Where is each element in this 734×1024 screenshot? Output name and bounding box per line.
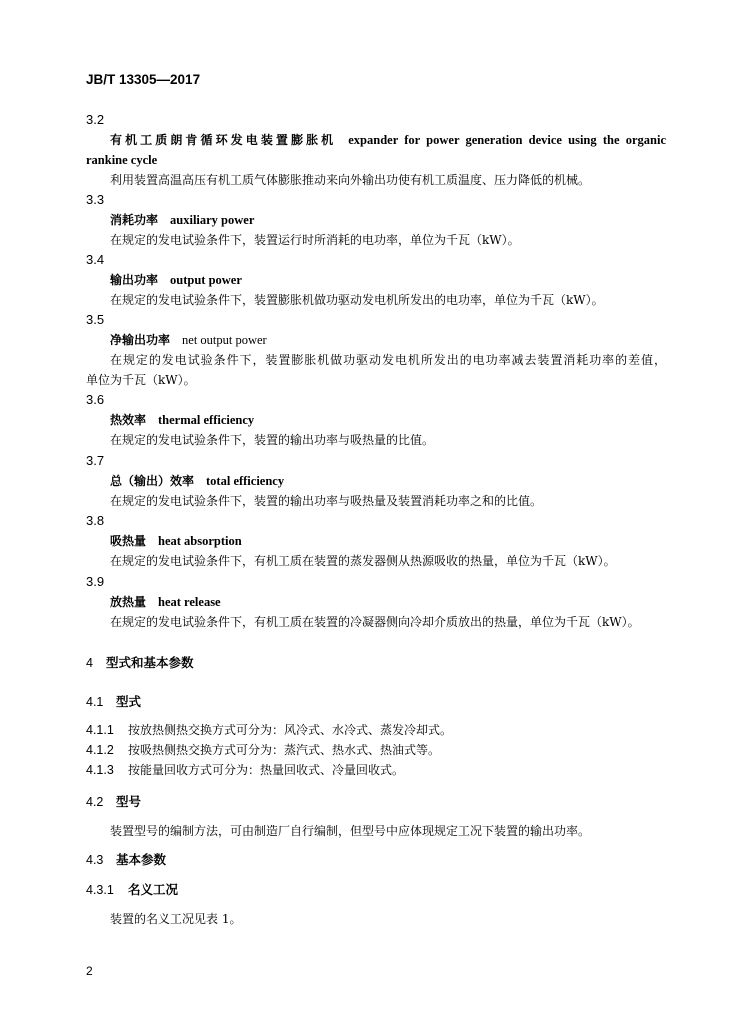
clause-number: 4.1.3 — [86, 763, 114, 777]
section-number: 4.1 — [86, 695, 104, 709]
clause-text: 按放热侧热交换方式可分为：风冷式、水冷式、蒸发冷却式。 — [128, 723, 453, 737]
term-3-4 — [86, 250, 666, 310]
term-number: 3.2 — [86, 112, 105, 127]
clause-number: 4.1.2 — [86, 743, 114, 757]
term-name-line — [86, 270, 666, 290]
term-3-2 — [86, 110, 666, 190]
clause-text: 按能量回收方式可分为：热量回收式、冷量回收式。 — [128, 763, 405, 777]
term-name-en: net output power — [182, 333, 267, 347]
term-3-6 — [86, 390, 666, 450]
term-definition: 在规定的发电试验条件下，有机工质在装置的冷凝器侧向冷却介质放出的热量，单位为千瓦（kW）。 — [110, 615, 640, 629]
term-name-line — [86, 471, 666, 491]
section-number: 4.2 — [86, 795, 104, 809]
term-definition: 在规定的发电试验条件下，装置的输出功率与吸热量及装置消耗功率之和的比值。 — [110, 494, 543, 508]
term-name-zh: 消耗功率 — [110, 213, 159, 227]
section-title: 型式和基本参数 — [106, 656, 194, 670]
section-4-2-text: 装置型号的编制方法，可由制造厂自行编制，但型号中应体现规定工况下装置的输出功率。 — [110, 824, 591, 838]
term-number: 3.5 — [86, 312, 105, 327]
term-number: 3.4 — [86, 252, 105, 267]
term-name-zh: 放热量 — [110, 595, 147, 609]
section-4-3-1-heading — [86, 881, 178, 899]
term-name-en: heat absorption — [158, 534, 242, 548]
term-name-line — [86, 592, 666, 612]
term-name-line — [86, 130, 666, 150]
term-name-en: auxiliary power — [170, 213, 255, 227]
section-4-2-heading — [86, 793, 141, 811]
section-title: 型式 — [116, 695, 142, 709]
term-definition: 利用装置高温高压有机工质气体膨胀推动来向外输出功使有机工质温度、压力降低的机械。 — [110, 173, 591, 187]
term-definition: 在规定的发电试验条件下，装置膨胀机做功驱动发电机所发出的电功率，单位为千瓦（kW）。 — [110, 293, 604, 307]
term-number: 3.7 — [86, 453, 105, 468]
section-title: 名义工况 — [128, 883, 179, 897]
term-definition: 在规定的发电试验条件下，装置运行时所消耗的电功率，单位为千瓦（kW）。 — [110, 233, 520, 247]
clause-4-1-2 — [86, 741, 440, 759]
section-number: 4 — [86, 656, 93, 670]
term-number: 3.9 — [86, 574, 105, 589]
term-name-line — [86, 531, 666, 551]
term-name-en: thermal efficiency — [158, 413, 255, 427]
term-definition: 在规定的发电试验条件下，有机工质在装置的蒸发器侧从热源吸收的热量，单位为千瓦（kW）。 — [110, 554, 616, 568]
term-3-3 — [86, 190, 666, 250]
term-name-zh: 输出功率 — [110, 273, 159, 287]
term-name-zh: 热效率 — [110, 413, 147, 427]
term-3-9 — [86, 572, 666, 632]
term-definition: 在规定的发电试验条件下，装置膨胀机做功驱动发电机所发出的电功率减去装置消耗功率的差值， — [110, 353, 666, 367]
clause-4-1-1 — [86, 721, 452, 739]
term-number: 3.6 — [86, 392, 105, 407]
term-name-en: heat release — [158, 595, 221, 609]
section-number: 4.3 — [86, 853, 104, 867]
page-number: 2 — [86, 964, 93, 978]
term-name-zh: 净输出功率 — [110, 333, 171, 347]
term-name-en: output power — [170, 273, 242, 287]
term-name-en-continued: rankine cycle — [86, 153, 158, 167]
term-3-5 — [86, 310, 666, 390]
term-number: 3.8 — [86, 513, 105, 528]
clause-4-1-3 — [86, 761, 404, 779]
term-name-line — [86, 330, 666, 350]
term-name-zh: 总（输出）效率 — [110, 474, 195, 488]
term-number: 3.3 — [86, 192, 105, 207]
term-3-7 — [86, 451, 666, 511]
section-4-3-heading — [86, 851, 166, 869]
term-name-zh: 有机工质朗肯循环发电装置膨胀机 — [110, 133, 337, 147]
clause-text: 按吸热侧热交换方式可分为：蒸汽式、热水式、热油式等。 — [128, 743, 441, 757]
term-name-line — [86, 410, 666, 430]
term-name-en: total efficiency — [206, 474, 285, 488]
term-name-continued — [86, 150, 666, 170]
section-4-1-heading — [86, 693, 141, 711]
section-4-3-1-text: 装置的名义工况见表 1。 — [110, 912, 242, 926]
term-definition: 在规定的发电试验条件下，装置的输出功率与吸热量的比值。 — [110, 433, 435, 447]
term-name-zh: 吸热量 — [110, 534, 147, 548]
section-title: 型号 — [116, 795, 142, 809]
term-definition-continued: 单位为千瓦（kW）。 — [86, 373, 196, 387]
section-4-heading — [86, 654, 194, 672]
clause-number: 4.1.1 — [86, 723, 114, 737]
standard-number: JB/T 13305—2017 — [86, 72, 201, 87]
term-name-en: expander for power generation device using the organic — [348, 133, 666, 147]
term-3-8 — [86, 511, 666, 571]
term-name-line — [86, 210, 666, 230]
section-title: 基本参数 — [116, 853, 167, 867]
section-number: 4.3.1 — [86, 883, 114, 897]
